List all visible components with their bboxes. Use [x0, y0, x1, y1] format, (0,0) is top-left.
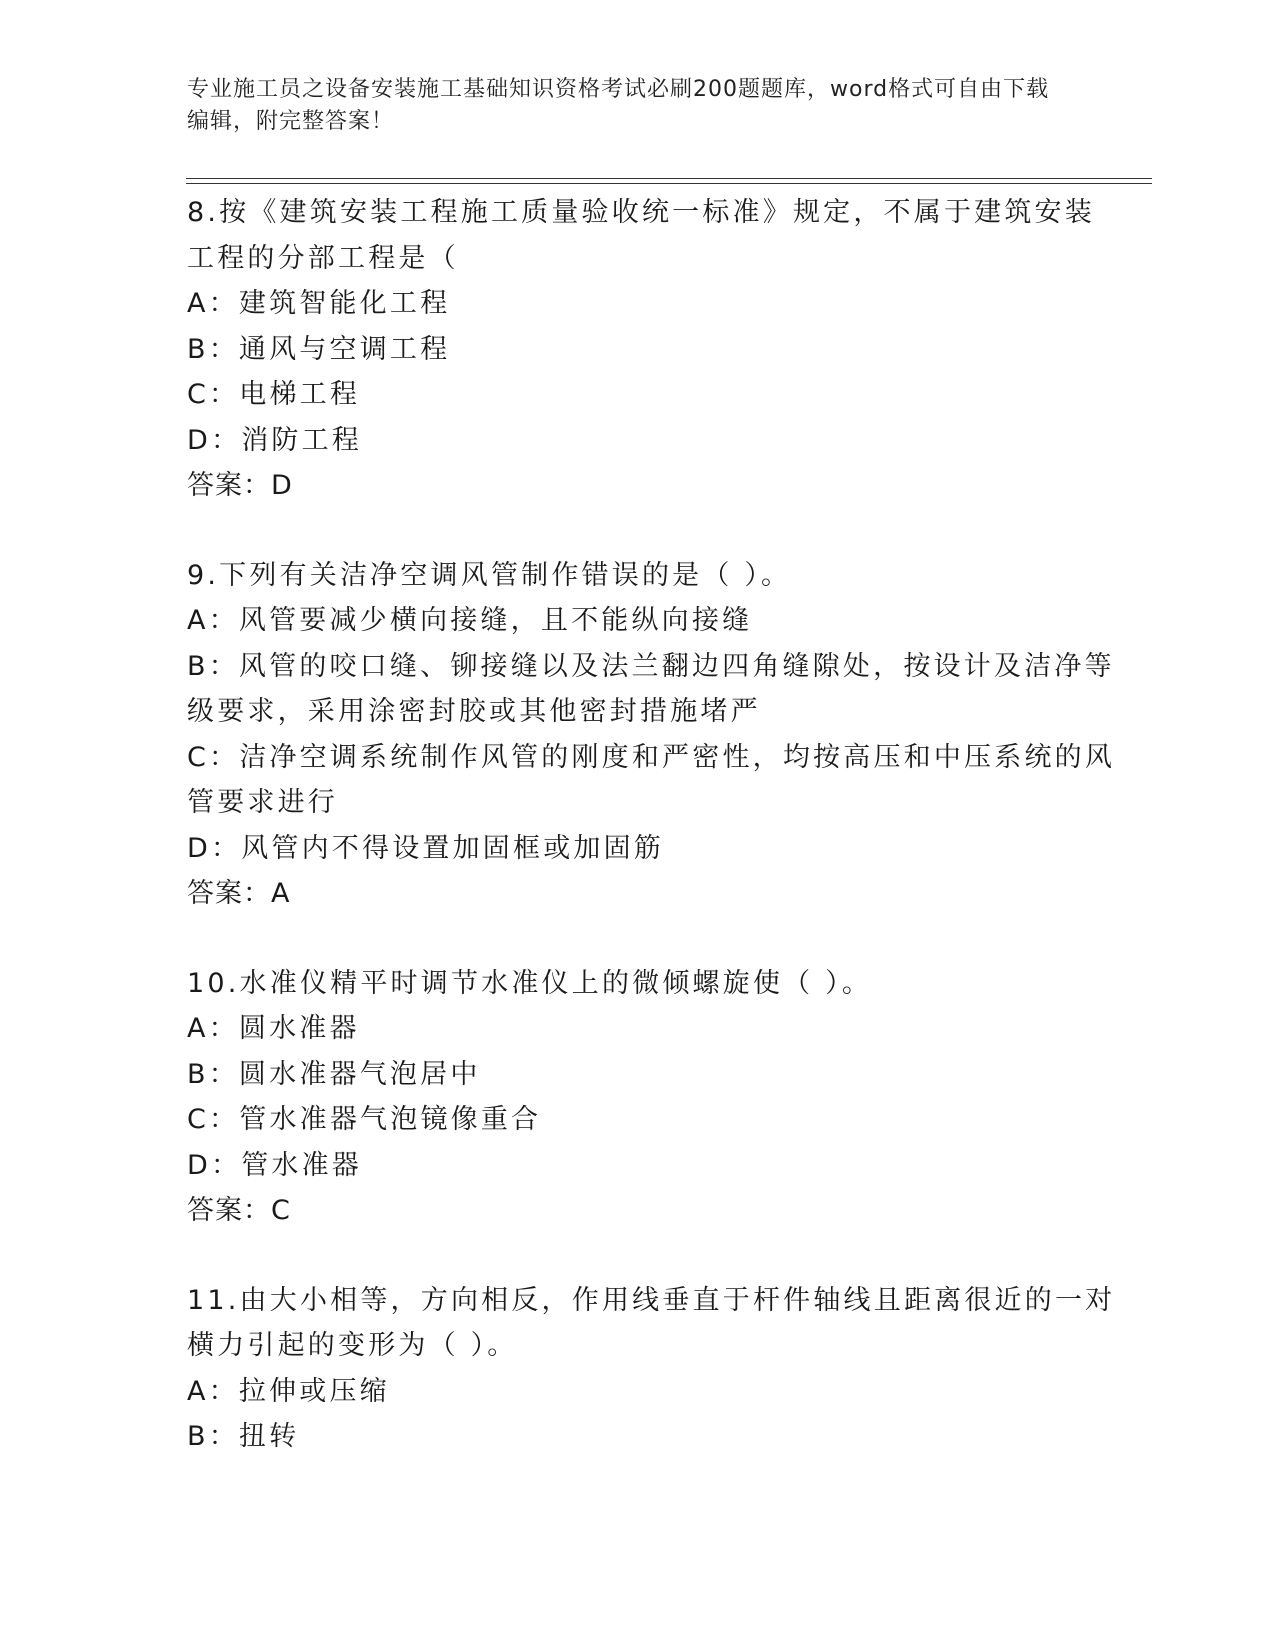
option-c: C：电梯工程	[187, 379, 361, 410]
page-header	[187, 74, 1067, 138]
question-text-line: 11.由大小相等，方向相反，作用线垂直于杆件轴线且距离很近的一对	[187, 1284, 1116, 1316]
option-b: B：通风与空调工程	[187, 333, 451, 365]
answer: 答案：C	[187, 1195, 291, 1226]
question-10	[187, 961, 1087, 1234]
option-b: B：扭转	[187, 1421, 300, 1452]
option-a: A：圆水准器	[187, 1013, 360, 1044]
header-rule-top	[186, 178, 1152, 179]
header-rule-bottom	[186, 183, 1152, 184]
option-c: C：管水准器气泡镜像重合	[187, 1104, 542, 1135]
option-c: C：洁净空调系统制作风管的刚度和严密性，均按高压和中压系统的风	[187, 741, 1116, 773]
option-d: D：风管内不得设置加固框或加固筋	[187, 832, 664, 864]
option-d: D：消防工程	[187, 424, 362, 456]
answer: 答案：A	[187, 878, 291, 909]
option-b-cont: 级要求，采用涂密封胶或其他密封措施堵严	[187, 696, 761, 727]
option-a: A：建筑智能化工程	[187, 288, 451, 319]
option-b: B：风管的咬口缝、铆接缝以及法兰翻边四角缝隙处，按设计及洁净等	[187, 650, 1115, 682]
question-8	[187, 190, 1095, 509]
option-c-cont: 管要求进行	[187, 787, 338, 818]
question-text-line: 9.下列有关洁净空调风管制作错误的是（ ）。	[187, 559, 792, 591]
answer: 答案：D	[187, 470, 293, 501]
option-a: A：拉伸或压缩	[187, 1375, 390, 1407]
question-text-line: 10.水准仪精平时调节水准仪上的微倾螺旋使（ ）。	[187, 967, 873, 999]
question-11	[187, 1278, 1116, 1460]
option-a: A：风管要减少横向接缝，且不能纵向接缝	[187, 605, 753, 636]
question-text-line: 8.按《建筑安装工程施工质量验收统一标准》规定，不属于建筑安装	[187, 197, 1095, 228]
question-text-line: 工程的分部工程是（	[187, 242, 459, 274]
option-b: B：圆水准器气泡居中	[187, 1058, 481, 1090]
question-9	[187, 553, 1116, 917]
header-text: 专业施工员之设备安装施工基础知识资格考试必刷200题题库，word格式可自由下载编辑，附完整答案！	[187, 77, 1050, 134]
option-d: D：管水准器	[187, 1149, 362, 1181]
question-text-line: 横力引起的变形为（ ）。	[187, 1330, 518, 1361]
question-list	[187, 190, 1116, 1504]
